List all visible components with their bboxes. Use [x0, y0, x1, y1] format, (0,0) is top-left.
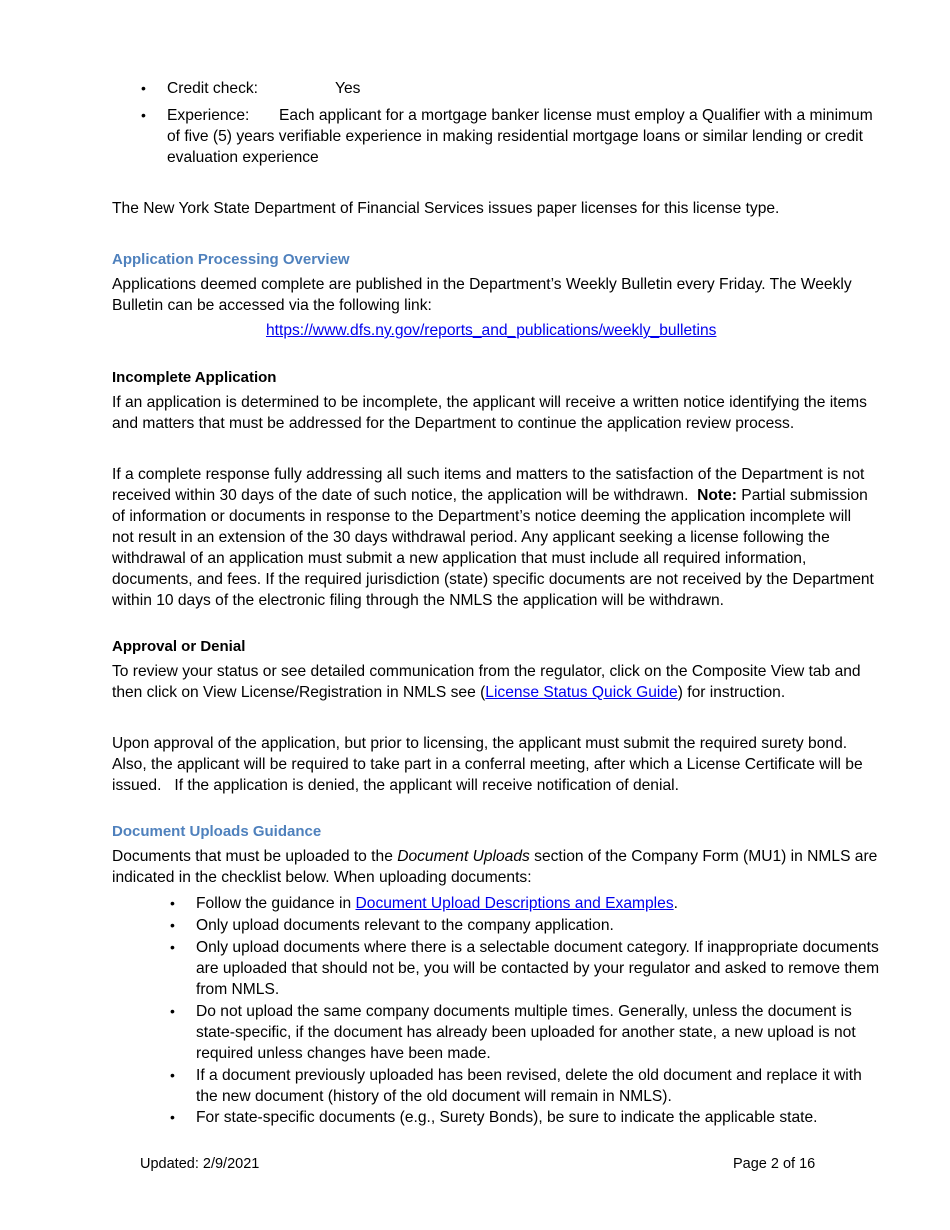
paragraph-line — [112, 682, 902, 703]
incomplete-paragraph-2 — [112, 464, 902, 611]
application-processing-paragraph — [112, 274, 902, 316]
paper-license-note: The New York State Department of Financial Services issues paper licenses for this license type. — [112, 200, 780, 217]
paragraph-line: Applications deemed complete are published in the Department’s Weekly Bulletin every Friday. The Weekly — [112, 276, 852, 293]
note-label: Note: — [697, 487, 737, 504]
paragraph-line: not result in an extension of the 30 days withdrawal period. Any applicant seeking a license following the — [112, 529, 830, 546]
paragraph-line: If a complete response fully addressing all such items and matters to the satisfaction of the Department is not — [112, 466, 865, 483]
document-upload-descriptions-link[interactable]: Document Upload Descriptions and Examples — [355, 895, 674, 912]
experience-label: Experience: — [167, 107, 250, 124]
credit-check-label: Credit check: — [167, 80, 258, 97]
paragraph-line: Also, the applicant will be required to take part in a conferral meeting, after which a License Certificate will be — [112, 756, 863, 773]
section-heading-approval-or-denial: Approval or Denial — [112, 638, 246, 655]
bullet-dot: • — [141, 107, 146, 123]
document-uploads-emphasis: Document Uploads — [397, 848, 530, 865]
weekly-bulletin-link[interactable]: https://www.dfs.ny.gov/reports_and_publications/weekly_bulletins — [266, 322, 717, 339]
footer-page-number: Page 2 of 16 — [733, 1156, 816, 1172]
paragraph-line: issued. If the application is denied, the applicant will receive notification of denial. — [112, 777, 679, 794]
experience-text-line: of five (5) years verifiable experience in making residential mortgage loans or similar lending or credit — [167, 128, 863, 145]
upload-guidance-item-continued: required unless changes have been made. — [196, 1045, 491, 1062]
upload-guidance-item-continued: from NMLS. — [196, 981, 280, 998]
text-run: Follow the guidance in — [196, 895, 356, 912]
paragraph-line: Bulletin can be accessed via the following link: — [112, 297, 432, 314]
bullet-dot: • — [170, 1109, 175, 1125]
paragraph-line: To review your status or see detailed communication from the regulator, click on the Composite View tab and — [112, 663, 861, 680]
text-run: Documents that must be uploaded to the — [112, 848, 398, 865]
upload-guidance-item: If a document previously uploaded has been revised, delete the old document and replace it with — [196, 1067, 862, 1084]
text-run: . — [673, 895, 678, 912]
upload-guidance-item: For state-specific documents (e.g., Surety Bonds), be sure to indicate the applicable state. — [196, 1109, 818, 1126]
bullet-dot: • — [170, 1003, 175, 1019]
text-run: section of the Company Form (MU1) in NMLS are — [529, 848, 878, 865]
experience-text-line: evaluation experience — [167, 149, 319, 166]
approval-paragraph-1 — [112, 661, 902, 703]
section-heading-document-uploads: Document Uploads Guidance — [112, 823, 322, 840]
paragraph-line — [112, 846, 902, 867]
upload-guidance-item-continued: the new document (history of the old document will remain in NMLS). — [196, 1088, 672, 1105]
upload-guidance-item: Only upload documents relevant to the company application. — [196, 917, 614, 934]
credit-check-value: Yes — [335, 80, 361, 97]
upload-guidance-item: Only upload documents where there is a selectable document category. If inappropriate documents — [196, 939, 879, 956]
paragraph-line: documents, and fees. If the required jurisdiction (state) specific documents are not received by the Department — [112, 571, 874, 588]
paragraph-line: Upon approval of the application, but prior to licensing, the applicant must submit the required surety bond. — [112, 735, 848, 752]
text-run: received within 30 days of the date of such notice, the application will be withdrawn. — [112, 487, 698, 504]
upload-guidance-item — [196, 893, 678, 914]
section-heading-application-processing: Application Processing Overview — [112, 251, 350, 268]
bullet-dot: • — [170, 895, 175, 911]
paragraph-line: within 10 days of the electronic filing through the NMLS the application will be withdrawn. — [112, 592, 724, 609]
text-run: then click on View License/Registration in NMLS see ( — [112, 684, 486, 701]
experience-text-line: Each applicant for a mortgage banker license must employ a Qualifier with a minimum — [279, 107, 873, 124]
license-status-quick-guide-link[interactable]: License Status Quick Guide — [485, 684, 678, 701]
upload-guidance-item: Do not upload the same company documents multiple times. Generally, unless the document is — [196, 1003, 852, 1020]
paragraph-line: If an application is determined to be incomplete, the applicant will receive a written notice identifying the items — [112, 394, 867, 411]
footer-updated-date: Updated: 2/9/2021 — [140, 1156, 260, 1172]
paragraph-line: withdrawal of an application must submit a new application that must include all required information, — [112, 550, 807, 567]
bullet-dot: • — [170, 917, 175, 933]
approval-paragraph-2 — [112, 733, 902, 796]
paragraph-line: and matters that must be addressed for the Department to continue the application review process. — [112, 415, 795, 432]
incomplete-paragraph-1 — [112, 392, 902, 434]
text-run: Partial submission — [736, 487, 868, 504]
paragraph-line: of information or documents in response to the Department’s notice deeming the application incomplete will — [112, 508, 852, 525]
bullet-dot: • — [170, 939, 175, 955]
section-heading-incomplete-application: Incomplete Application — [112, 369, 277, 386]
upload-guidance-item-continued: state-specific, if the document has already been uploaded for another state, a new upload is not — [196, 1024, 856, 1041]
paragraph-line — [112, 485, 902, 506]
bullet-dot: • — [170, 1067, 175, 1083]
uploads-intro-paragraph — [112, 846, 902, 888]
paragraph-line: indicated in the checklist below. When uploading documents: — [112, 869, 532, 886]
bullet-dot: • — [141, 80, 146, 96]
upload-guidance-item-continued: are uploaded that should not be, you will be contacted by your regulator and asked to remove them — [196, 960, 880, 977]
text-run: ) for instruction. — [677, 684, 786, 701]
